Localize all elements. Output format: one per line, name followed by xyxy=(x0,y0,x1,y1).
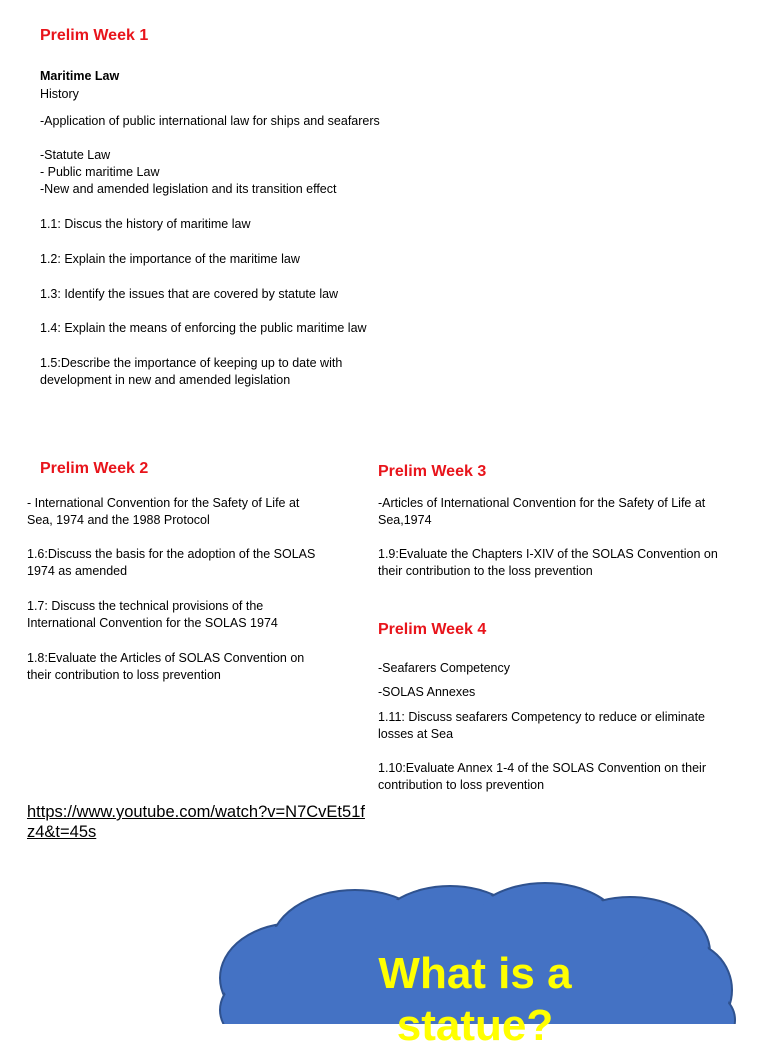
week1-objective: 1.4: Explain the means of enforcing the public maritime law xyxy=(40,321,367,335)
week3-objective: 1.9:Evaluate the Chapters I-XIV of the SOLAS Convention on xyxy=(378,547,718,561)
week2-objective: their contribution to loss prevention xyxy=(27,668,221,682)
week1-objective: 1.3: Identify the issues that are covered by statute law xyxy=(40,287,339,301)
week3-objective: their contribution to the loss prevention xyxy=(378,564,593,578)
video-link-line2[interactable]: z4&t=45s xyxy=(27,823,97,841)
week2-heading: Prelim Week 2 xyxy=(40,460,149,477)
week3-item: Sea,1974 xyxy=(378,513,432,527)
week4-item: -SOLAS Annexes xyxy=(378,685,476,699)
week4-objective: 1.11: Discuss seafarers Competency to reduce or eliminate xyxy=(378,710,706,724)
week1-objective: 1.5:Describe the importance of keeping up to date with xyxy=(40,356,343,370)
week2-item: - International Convention for the Safety of Life at xyxy=(27,496,300,510)
week1-title: Maritime Law xyxy=(40,69,120,83)
week4-heading: Prelim Week 4 xyxy=(378,621,487,638)
video-link-line1[interactable]: https://www.youtube.com/watch?v=N7CvEt51f xyxy=(27,803,365,821)
cloud-text-line2: statue? xyxy=(396,1001,554,1050)
week1-objective: 1.1: Discus the history of maritime law xyxy=(40,217,251,231)
week3-item: -Articles of International Convention for the Safety of Life at xyxy=(378,496,706,510)
week2-objective: 1.6:Discuss the basis for the adoption of the SOLAS xyxy=(27,547,316,561)
week4-item: -Seafarers Competency xyxy=(378,661,511,675)
week1-objective: 1.2: Explain the importance of the maritime law xyxy=(40,252,300,266)
week1-item: -Statute Law xyxy=(40,148,111,162)
week2-objective: 1974 as amended xyxy=(27,564,128,578)
week1-heading: Prelim Week 1 xyxy=(40,27,149,44)
cloud-text-line1: What is a xyxy=(378,949,572,998)
week1-item: - Public maritime Law xyxy=(40,165,160,179)
week4-objective: 1.10:Evaluate Annex 1-4 of the SOLAS Convention on their xyxy=(378,761,706,775)
week2-objective: 1.7: Discuss the technical provisions of the xyxy=(27,599,264,613)
week2-objective: International Convention for the SOLAS 1974 xyxy=(27,616,278,630)
week2-objective: 1.8:Evaluate the Articles of SOLAS Convention on xyxy=(27,651,305,665)
week4-objective: losses at Sea xyxy=(378,727,454,741)
video-link[interactable] xyxy=(27,802,365,842)
week1-objective: development in new and amended legislation xyxy=(40,373,291,387)
week1-item: -New and amended legislation and its transition effect xyxy=(40,182,337,196)
week4-objective: contribution to loss prevention xyxy=(378,778,545,792)
week2-item: Sea, 1974 and the 1988 Protocol xyxy=(27,513,210,527)
week3-heading: Prelim Week 3 xyxy=(378,463,487,480)
cloud-text xyxy=(300,948,650,1052)
week1-item: -Application of public international law for ships and seafarers xyxy=(40,114,380,128)
week1-subtitle: History xyxy=(40,87,79,101)
